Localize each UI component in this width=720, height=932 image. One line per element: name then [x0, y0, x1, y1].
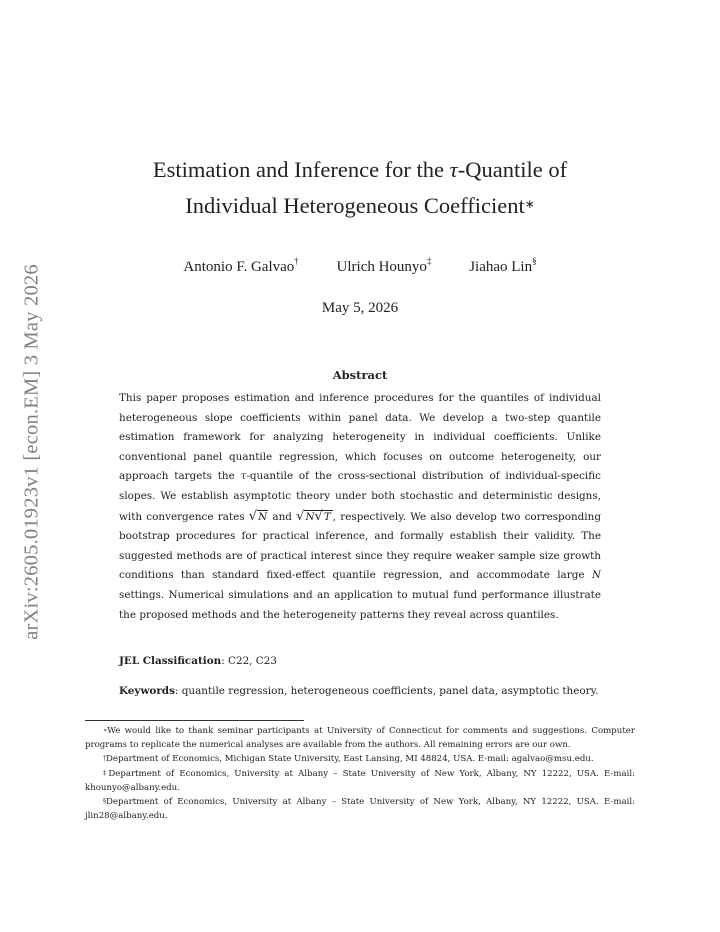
author-1 [183, 256, 299, 276]
abstract-text-3: , respectively. We also develop two corresponding bootstrap procedures for practical inference, and formally establish their validity. The suggested methods are of practical interest since they require weaker sample size growth conditions than standard fixed-effect quantile regression, and accommodate large [119, 510, 601, 582]
footnote-author-1 [85, 752, 635, 766]
footnote-1-mark: ∗ [103, 727, 108, 734]
arxiv-sidebar [0, 0, 60, 932]
sqrt-t-arg: T [323, 510, 331, 523]
footnote-acknowledgement [85, 724, 635, 752]
author-list [90, 256, 630, 276]
abstract-text-1: This paper proposes estimation and inference procedures for the quantiles of individual heterogeneous slope coefficients within panel data. We develop a two-step quantile estimation framework for analyzing heterogeneity in individual coefficients. Unlike conventional panel quantile regression, which focuses on outcome heterogeneity, our approach targets the [119, 392, 601, 483]
author-2-mark: ‡ [426, 256, 432, 266]
author-1-mark: † [294, 256, 299, 266]
jel-label: JEL Classification [119, 655, 222, 667]
title-suffix: -Quantile of [457, 157, 568, 182]
title-tau: τ [449, 157, 458, 182]
sqrt-n: √N [248, 508, 268, 524]
footnote-2-mark: † [103, 755, 106, 763]
author-3-mark: § [532, 256, 537, 266]
footnote-3-text: Department of Economics, University at Albany – State University of New York, Albany, NY 12222, USA. E-mail: khounyo@albany.edu. [85, 768, 635, 793]
author-1-name: Antonio F. Galvao [183, 259, 295, 275]
footnote-4-mark: § [103, 798, 106, 806]
keywords [119, 683, 601, 700]
footnote-4-text: Department of Economics, University at Albany – State University of New York, Albany, NY 12222, USA. E-mail: jlin28@albany.edu. [85, 797, 635, 822]
keywords-value: : quantile regression, heterogeneous coefficients, panel data, asymptotic theory. [174, 685, 599, 697]
author-2-name: Ulrich Hounyo [336, 259, 427, 275]
footnote-1-text: We would like to thank seminar participants at University of Connecticut for comments and suggestions. Computer programs to replicate the numerical analyses are available from the authors. All remaining errors are our own. [85, 726, 635, 751]
title-line-2-text: Individual Heterogeneous Coefficient [185, 193, 525, 218]
footnote-author-2 [85, 767, 635, 795]
title-footnote-marker: ∗ [524, 197, 535, 211]
footnote-3-mark: ‡ [103, 769, 109, 777]
sqrt-n-part: N [305, 510, 315, 523]
title-prefix: Estimation and Inference for the [152, 157, 450, 182]
jel-classification [119, 655, 601, 667]
sqrt-n-sqrt-t-arg [304, 510, 332, 523]
author-3 [469, 256, 537, 276]
abstract-body [119, 389, 601, 625]
title-line-1 [90, 152, 630, 188]
abstract-large-n: N [591, 569, 601, 582]
abstract-tau: τ [240, 470, 247, 483]
abstract-text-4: settings. Numerical simulations and an application to mutual fund performance illustrate the proposed methods and the heterogeneity patterns they reveal across quantiles. [119, 588, 601, 621]
footnote-rule [85, 720, 304, 721]
arxiv-stamp: arXiv:2605.01923v1 [econ.EM] 3 May 2026 [20, 264, 43, 640]
footnote-2-text: Department of Economics, Michigan State University, East Lansing, MI 48824, USA. E-mail: agalvao@msu.edu. [106, 754, 594, 765]
title-line-2 [90, 188, 630, 224]
sqrt-n-arg: N [258, 510, 268, 523]
abstract-text-2: -quantile of the cross-sectional distribution of individual-specific slopes. We establish asymptotic theory under both stochastic and deterministic designs, with convergence rates [119, 470, 601, 523]
author-2 [336, 256, 432, 276]
footnote-author-3 [85, 795, 635, 823]
abstract-heading: Abstract [332, 368, 388, 382]
sqrt-n-sqrt-t: √N√T [296, 507, 333, 528]
inner-sqrt-t: √T [314, 508, 331, 524]
paper-date: May 5, 2026 [321, 300, 399, 316]
jel-value: : C22, C23 [221, 655, 277, 667]
abstract-and: and [268, 510, 297, 523]
keywords-label: Keywords [119, 685, 175, 697]
paper-title [90, 152, 630, 224]
author-3-name: Jiahao Lin [469, 259, 533, 275]
footnotes [85, 724, 635, 823]
